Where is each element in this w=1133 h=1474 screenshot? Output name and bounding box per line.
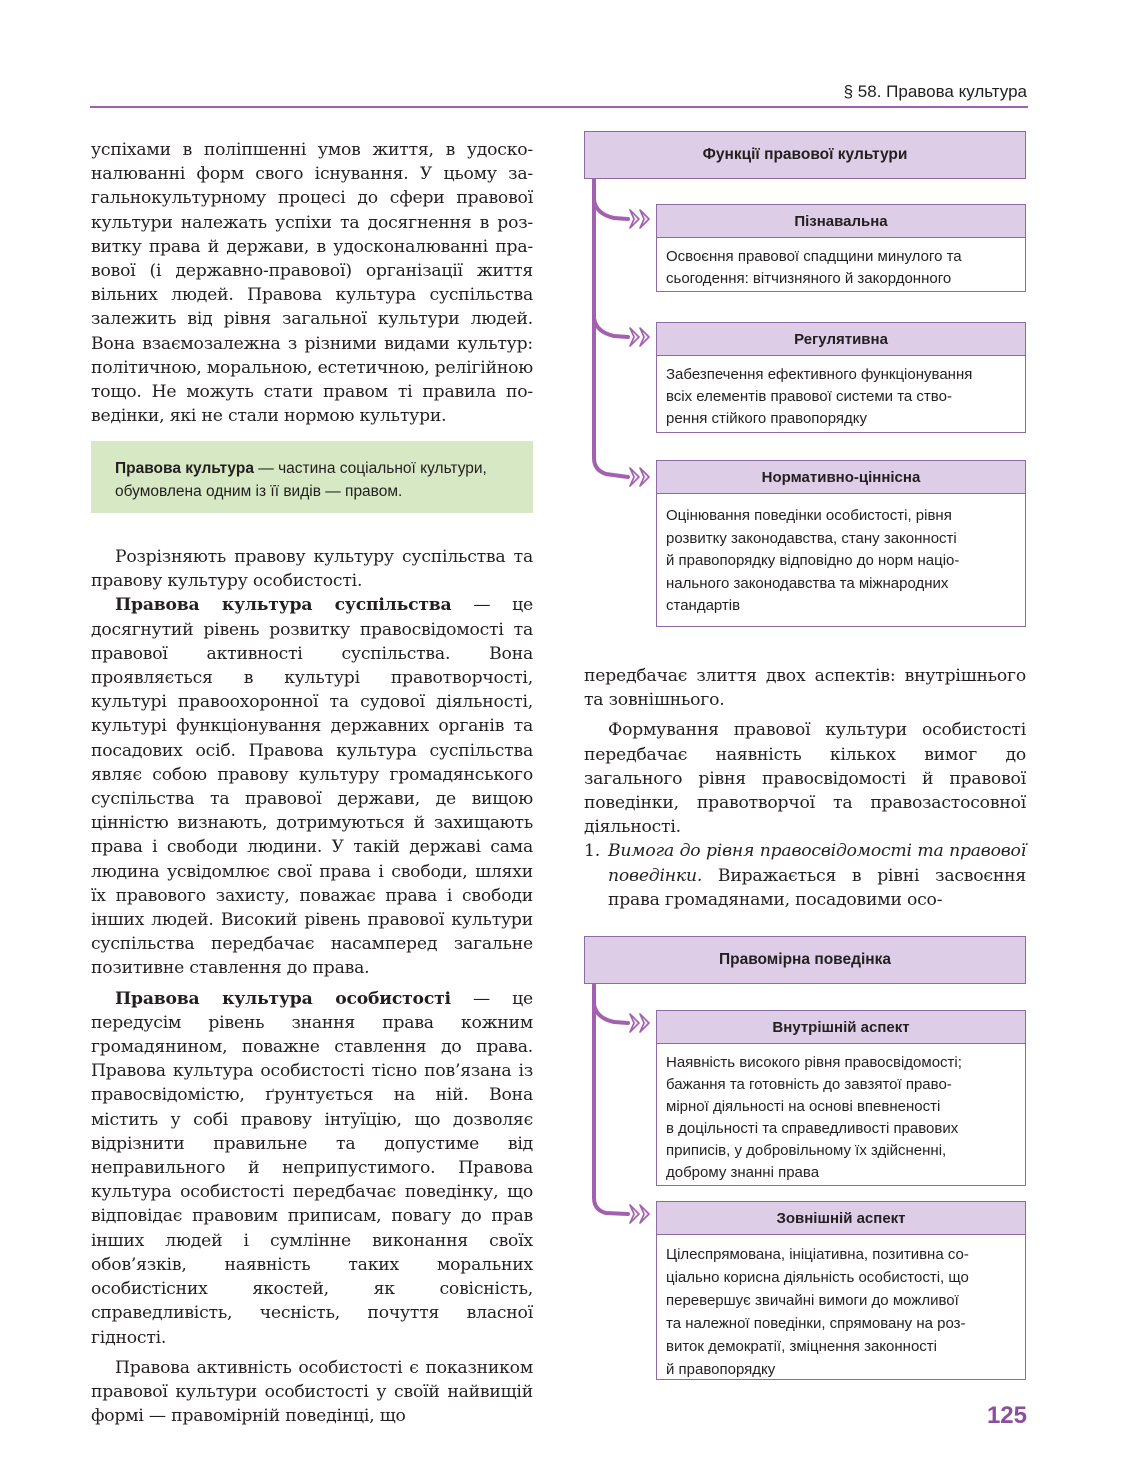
box-title: Пізнавальна xyxy=(657,205,1025,238)
box-text: Наявність високого рівня правосвідомості; бажання та готовність до завзятої право- мірної діяльності на основі впевненості в доцільності та справедливості правових приписів, у добровільному їх здійсненні, доброму знанні права xyxy=(666,1054,962,1181)
definition-term: Правова культура xyxy=(115,460,254,477)
box-title: Нормативно-ціннісна xyxy=(657,461,1025,494)
functions-connector xyxy=(594,180,628,477)
text-line: гальнокультурному процесі до сфери правової xyxy=(91,188,533,209)
diagram-behavior-title: Правомірна поведінка xyxy=(584,936,1026,984)
arrow-icon xyxy=(630,468,649,486)
text-line: успіхами в поліпшенні умов життя, в удоско- xyxy=(91,140,533,160)
page-number: 125 xyxy=(986,1402,1027,1429)
text-line: вової (і державно-правової) організації життя xyxy=(91,261,533,282)
arrow-icon xyxy=(630,1205,649,1223)
box-text: Забезпечення ефективного функціонування всіх елементів правової системи та ство- рення стійкого правопорядку xyxy=(666,366,973,427)
box-text: Цілеспрямована, ініціативна, позитивна со- ціально корисна діяльність особистості, що перевершує звичайні вимоги до можливої та належної поведінки, спрямовану на роз- виток демократії, зміцнення законності й правопорядку xyxy=(666,1246,969,1378)
paragraph: Правова культура особистості — це передусім рівень знання права кожним громадянином, поважне ставлення до права. Правова культура особистості тісно пов’язана із правосвідомістю, ґрунтується на ній. Вона містить у собі правову інтуїцію, що дозволяє відрізнити правильне та допустиме від неправильного й неприпустимого. Правова культура особистості передбачає поведінку, що відповідає правовим приписам, повагу до прав інших людей і сумлінне виконання своїх обов’язків, наявність таких моральних особистісних якостей, як совісність, справедливість, чесність, почуття власної гідності. xyxy=(91,988,534,1348)
running-header: § 58. Правова культура xyxy=(843,82,1027,101)
term: Правова культура суспільства xyxy=(115,595,452,616)
box-title: Зовнішній аспект xyxy=(657,1202,1025,1235)
box-title: Регулятивна xyxy=(657,323,1025,356)
definition-text: — частина соціальної культури, обумовлена одним із її видів — правом. xyxy=(115,460,487,500)
text-line: Вона взаємозалежна з різними видами культур: xyxy=(91,333,533,354)
paragraph: Розрізняють правову культуру суспільства та правову культуру особистості. xyxy=(91,547,533,592)
text-line: тощо. Не можуть стати правом ті правила по- xyxy=(91,382,533,403)
paragraph: передбачає злиття двох аспектів: внутрішнього та зовнішнього. xyxy=(584,666,1026,711)
text-line: вільних людей. Правова культура суспільства xyxy=(91,285,533,306)
text-line: ведінки, які не стали нормою культури. xyxy=(91,406,447,427)
diagram-functions-title: Функції правової культури xyxy=(584,131,1026,179)
box-title: Внутрішній аспект xyxy=(657,1011,1025,1044)
arrow-icon xyxy=(630,210,649,228)
list-number: 1. xyxy=(584,841,600,862)
list-item: 1. Вимога до рівня правосвідомості та правової поведінки. Виражається в рівні засвоєння права громадянами, посадовими осо- xyxy=(584,841,1026,910)
paragraph: Формування правової культури особистості передбачає наявність кількох вимог до загального рівня правосвідомості й правової поведінки, правотворчої та правозастосовної діяльності. xyxy=(584,720,1026,838)
paragraph: Правова активність особистості є показником правової культури особистості у своїй найвищій формі — правомірній поведінці, що xyxy=(91,1357,533,1427)
text-line: витку права й держави, в удосконалюванні пра- xyxy=(91,236,533,257)
box-text: Оцінювання поведінки особистості, рівня розвитку законодавства, стану законності й правопорядку відповідно до норм націо- нального законодавства та міжнародних стандартів xyxy=(666,507,960,614)
behavior-connector xyxy=(594,985,628,1214)
text-line: політичною, моральною, естетичною, релігійною xyxy=(91,357,533,378)
list-item-heading: Вимога до рівня правосвідомості та правової поведінки. xyxy=(608,841,1026,886)
text-line: культури належать успіхи та досягнення в роз- xyxy=(91,212,533,233)
arrow-icon xyxy=(630,1014,649,1032)
paragraph: Правова культура суспільства — це досягнутий рівень розвитку правосвідомості та правової активності суспільства. Вона проявляється в культурі правотворчості, культурі правоохоронної та судової діяльності, культурі функціонування державних органів та посадових осіб. Правова культура суспільства являє собою правову культуру громадянського суспільства та правової держави, де вищою цінністю визнають, дотримуються й захищають права і свободи людини. У такій державі сама людина усвідомлює свої права і свободи, шляхи їх правового захисту, поважає права і свободи інших людей. Високий рівень правової культури суспільства передбачає насамперед загальне позитивне ставлення до права. xyxy=(91,595,534,979)
text-line: залежить від рівня загальної культури людей. xyxy=(91,309,533,330)
arrow-icon xyxy=(630,328,649,346)
term: Правова культура особистості xyxy=(115,988,451,1009)
text-line: налюванні форм свого існування. У цьому за- xyxy=(91,164,533,185)
box-text: Освоєння правової спадщини минулого та сьогодення: вітчизняного й закордонного xyxy=(666,248,962,287)
